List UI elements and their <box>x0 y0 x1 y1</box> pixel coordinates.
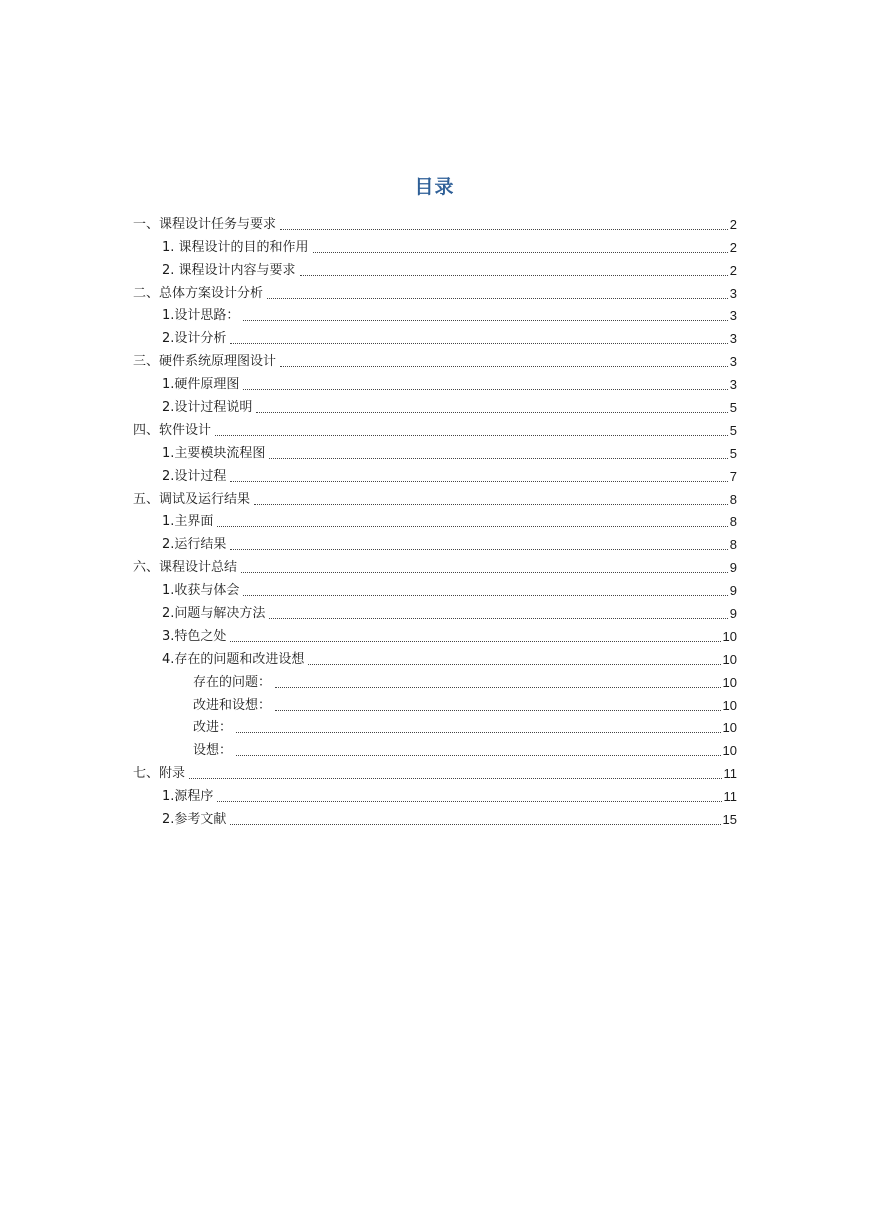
toc-entry-page: 9 <box>729 560 737 576</box>
dot-leader <box>189 778 721 779</box>
toc-entry-page: 5 <box>729 400 737 416</box>
dot-leader <box>275 710 721 711</box>
toc-entry[interactable] <box>133 485 737 508</box>
toc-entry-page: 10 <box>722 674 737 690</box>
toc-entry-page: 11 <box>723 789 737 805</box>
toc-entry[interactable] <box>133 393 737 416</box>
dot-leader <box>241 572 728 573</box>
toc-entry[interactable] <box>133 576 737 599</box>
toc-entry-page: 15 <box>722 812 737 828</box>
dot-leader <box>215 435 728 436</box>
toc-entry-label: 三、硬件系统原理图设计 <box>133 354 277 370</box>
toc-entry-page: 10 <box>722 628 737 644</box>
toc-entry-page: 5 <box>729 422 737 438</box>
toc-entry[interactable] <box>133 759 737 782</box>
toc-entry-label: 改进： <box>193 720 233 736</box>
toc-title: 目录 <box>414 176 455 198</box>
dot-leader <box>243 320 727 321</box>
toc-entry[interactable] <box>133 462 737 485</box>
toc-entry[interactable] <box>133 736 737 759</box>
toc-entry-label: 1.设计思路： <box>162 308 240 324</box>
toc-entry[interactable] <box>133 416 737 439</box>
toc-entry[interactable] <box>133 279 737 302</box>
dot-leader <box>243 389 727 390</box>
dot-leader <box>217 526 727 527</box>
dot-leader <box>269 618 727 619</box>
toc-entry-label: 1.硬件原理图 <box>162 377 240 393</box>
dot-leader <box>243 595 727 596</box>
dot-leader <box>280 229 728 230</box>
dot-leader <box>280 366 728 367</box>
dot-leader <box>230 641 720 642</box>
toc-entry-label: 1.主界面 <box>162 514 214 530</box>
toc-entry[interactable] <box>133 691 737 714</box>
toc-entry-page: 2 <box>729 216 737 232</box>
toc-entry[interactable] <box>133 210 737 233</box>
toc-entry-label: 存在的问题： <box>193 674 272 690</box>
toc-entry-label: 1.收获与体会 <box>162 583 240 599</box>
toc-entry[interactable] <box>133 805 737 828</box>
toc-entry[interactable] <box>133 782 737 805</box>
toc-entry-page: 7 <box>729 468 737 484</box>
toc-entry[interactable] <box>133 668 737 691</box>
dot-leader <box>313 252 728 253</box>
toc-entry-page: 10 <box>722 651 737 667</box>
toc-entry[interactable] <box>133 256 737 279</box>
toc-entry[interactable] <box>133 645 737 668</box>
toc-entry-label: 1.源程序 <box>162 789 214 805</box>
toc-entry-label: 设想： <box>193 743 233 759</box>
toc-entry[interactable] <box>133 233 737 256</box>
toc-entry[interactable] <box>133 439 737 462</box>
dot-leader <box>269 458 727 459</box>
toc-entry-page: 3 <box>729 308 737 324</box>
toc-entry-page: 8 <box>729 514 737 530</box>
toc-entry-label: 一、课程设计任务与要求 <box>133 216 277 232</box>
toc-entry-label: 4.存在的问题和改进设想 <box>162 651 305 667</box>
dot-leader <box>300 275 728 276</box>
toc-entry-label: 1. 课程设计的目的和作用 <box>162 239 309 255</box>
toc-entry-page: 3 <box>729 354 737 370</box>
toc-entry-page: 2 <box>729 262 737 278</box>
toc-entry-page: 8 <box>729 491 737 507</box>
toc-entry-label: 2.设计分析 <box>162 331 227 347</box>
dot-leader <box>275 687 721 688</box>
toc-entry[interactable] <box>133 553 737 576</box>
toc-entry-page: 10 <box>722 697 737 713</box>
dot-leader <box>308 664 720 665</box>
toc-entry[interactable] <box>133 302 737 325</box>
toc-entry-label: 五、调试及运行结果 <box>133 491 251 507</box>
toc-entry-label: 2.运行结果 <box>162 537 227 553</box>
dot-leader <box>256 412 727 413</box>
toc-entry[interactable] <box>133 508 737 531</box>
toc-entry-page: 5 <box>729 445 737 461</box>
toc-entry[interactable] <box>133 324 737 347</box>
toc-entry[interactable] <box>133 599 737 622</box>
toc-entry-label: 2.参考文献 <box>162 812 227 828</box>
dot-leader <box>236 755 721 756</box>
dot-leader <box>236 732 721 733</box>
toc-entry-label: 1.主要模块流程图 <box>162 445 266 461</box>
table-of-contents <box>133 210 737 828</box>
toc-entry-label: 2.设计过程说明 <box>162 400 253 416</box>
dot-leader <box>267 298 728 299</box>
toc-entry-label: 改进和设想： <box>193 697 272 713</box>
toc-entry[interactable] <box>133 370 737 393</box>
toc-entry-page: 10 <box>722 743 737 759</box>
toc-entry[interactable] <box>133 714 737 737</box>
toc-entry-page: 9 <box>729 606 737 622</box>
dot-leader <box>230 824 720 825</box>
toc-entry-label: 二、总体方案设计分析 <box>133 285 264 301</box>
dot-leader <box>230 549 727 550</box>
dot-leader <box>230 343 727 344</box>
toc-entry-page: 11 <box>723 766 737 782</box>
toc-entry-label: 六、课程设计总结 <box>133 560 238 576</box>
dot-leader <box>217 801 721 802</box>
toc-entry-page: 8 <box>729 537 737 553</box>
dot-leader <box>230 481 727 482</box>
toc-entry-label: 2.问题与解决方法 <box>162 606 266 622</box>
toc-entry-label: 2. 课程设计内容与要求 <box>162 262 296 278</box>
toc-entry-page: 9 <box>729 583 737 599</box>
toc-entry[interactable] <box>133 530 737 553</box>
toc-entry-label: 四、软件设计 <box>133 422 212 438</box>
toc-entry[interactable] <box>133 622 737 645</box>
toc-entry[interactable] <box>133 347 737 370</box>
toc-entry-label: 3.特色之处 <box>162 628 227 644</box>
toc-entry-page: 2 <box>729 239 737 255</box>
toc-entry-label: 七、附录 <box>133 766 186 782</box>
toc-entry-label: 2.设计过程 <box>162 468 227 484</box>
dot-leader <box>254 504 728 505</box>
toc-entry-page: 3 <box>729 377 737 393</box>
toc-entry-page: 3 <box>729 285 737 301</box>
toc-entry-page: 3 <box>729 331 737 347</box>
toc-entry-page: 10 <box>722 720 737 736</box>
